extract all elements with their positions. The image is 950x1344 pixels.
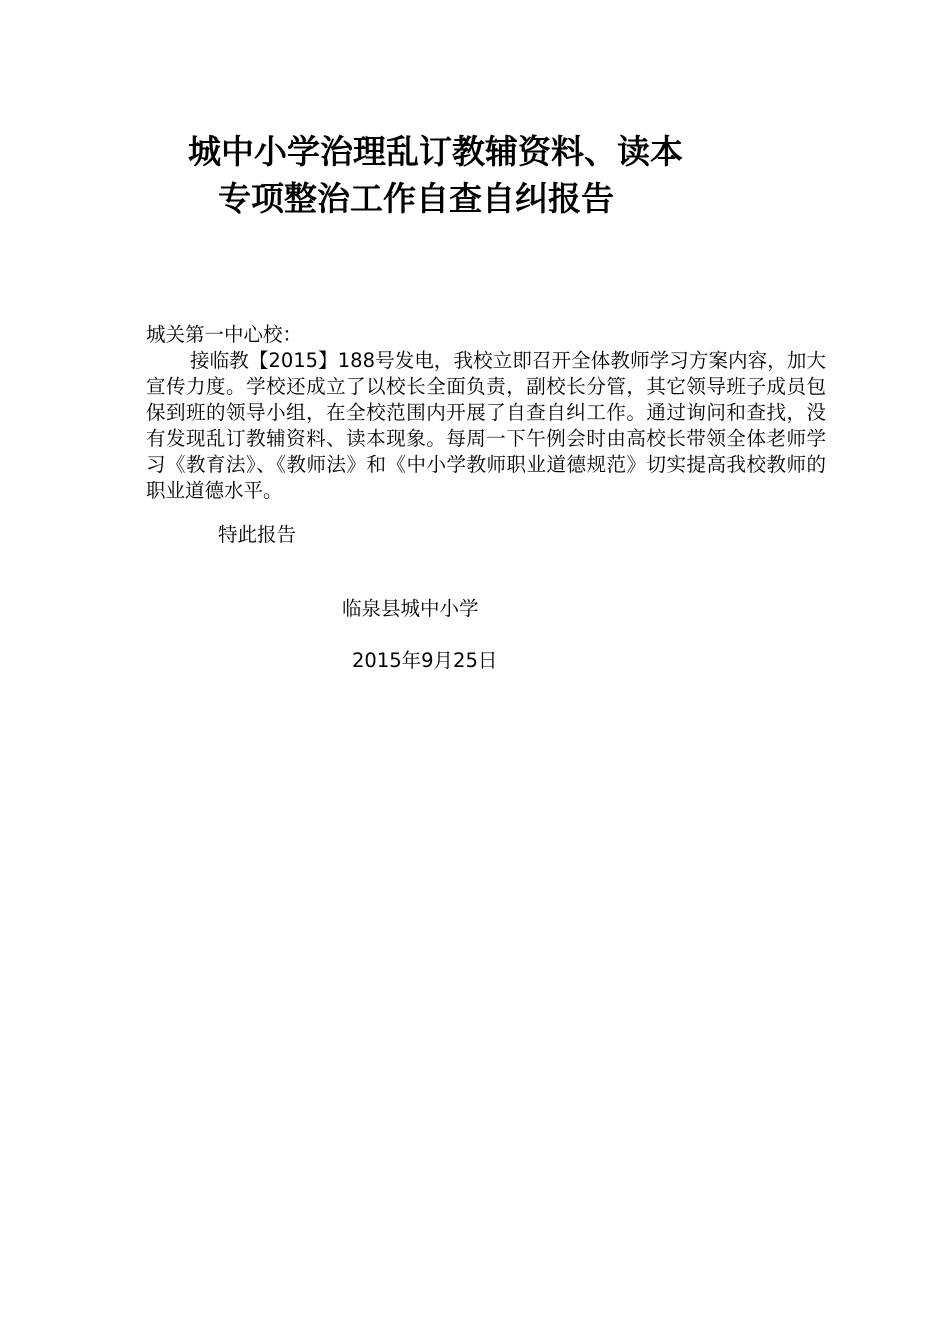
- document-title-line-1: 城中小学治理乱订教辅资料、读本: [188, 132, 683, 171]
- body-paragraph: 接临教【2015】188号发电，我校立即召开全体教师学习方案内容，加大宣传力度。学校还成立了以校长全面负责，副校长分管，其它领导班子成员包保到班的领导小组，在全校范围内开展了自查自纠工作。通过询问和查找，没有发现乱订教辅资料、读本现象。每周一下午例会时由高校长带领全体老师学习《教育法》、《教师法》和《中小学教师职业道德规范》切实提高我校教师的职业道德水平。: [146, 349, 826, 502]
- signature-organization: 临泉县城中小学: [342, 597, 479, 620]
- signature-date: 2015年9月25日: [352, 649, 498, 672]
- document-title-line-2: 专项整治工作自查自纠报告: [218, 179, 614, 218]
- salutation: 城关第一中心校：: [146, 323, 303, 346]
- closing-text: 特此报告: [218, 523, 297, 546]
